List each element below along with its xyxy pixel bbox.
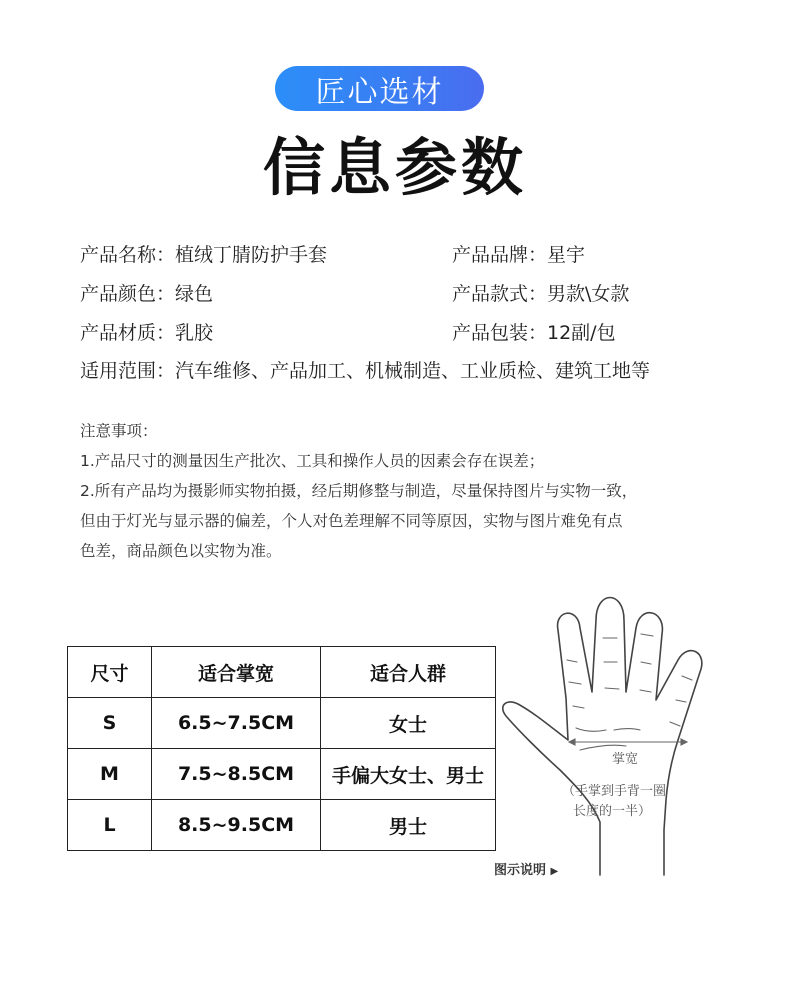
table-row	[68, 800, 496, 851]
spec-package: 产品包装：12副/包	[452, 322, 616, 344]
play-triangle-icon: ▶	[550, 866, 559, 877]
page-title: 信息参数	[262, 131, 527, 204]
notes-line: 色差，商品颜色以实物为准。	[80, 542, 282, 560]
cell-palm-width: 7.5~8.5CM	[152, 749, 321, 800]
table-header-row	[68, 647, 496, 698]
cell-size: L	[68, 800, 152, 851]
notes-heading: 注意事项：	[80, 422, 158, 440]
header-suitable-for: 适合人群	[321, 647, 496, 698]
hand-outline	[503, 598, 702, 876]
notes-line: 但由于灯光与显示器的偏差，个人对色差理解不同等原因，实物与图片难免有点	[80, 512, 623, 530]
palm-width-label: 掌宽	[612, 752, 639, 767]
cell-palm-width: 8.5~9.5CM	[152, 800, 321, 851]
palm-width-note: 长度的一半）	[573, 804, 652, 819]
notes-section	[80, 416, 700, 566]
palm-width-note: （手掌到手背一圈	[562, 784, 667, 799]
cell-suitable-for: 女士	[321, 698, 496, 749]
cell-size: S	[68, 698, 152, 749]
spec-material: 产品材质：乳胶	[80, 322, 214, 344]
cell-size: M	[68, 749, 152, 800]
spec-color: 产品颜色：绿色	[80, 283, 214, 305]
hand-measure-illustration	[496, 590, 790, 880]
header-palm-width: 适合掌宽	[152, 647, 321, 698]
spec-scope: 适用范围：汽车维修、产品加工、机械制造、工业质检、建筑工地等	[80, 360, 651, 382]
size-table	[67, 646, 496, 851]
section-badge: 匠心选材	[275, 66, 484, 111]
table-row	[68, 749, 496, 800]
spec-brand: 产品品牌：星宇	[452, 244, 586, 266]
caption-text: 图示说明	[494, 863, 547, 878]
spec-style: 产品款式：男款\女款	[452, 283, 630, 305]
notes-line: 2.所有产品均为摄影师实物拍摄，经后期修整与制造，尽量保持图片与实物一致，	[80, 482, 638, 500]
cell-suitable-for: 男士	[321, 800, 496, 851]
header-size: 尺寸	[68, 647, 152, 698]
spec-product-name: 产品名称：植绒丁腈防护手套	[80, 244, 328, 266]
diagram-caption	[494, 859, 558, 878]
cell-palm-width: 6.5~7.5CM	[152, 698, 321, 749]
notes-line: 1.产品尺寸的测量因生产批次、工具和操作人员的因素会存在误差；	[80, 452, 545, 470]
cell-suitable-for: 手偏大女士、男士	[321, 749, 496, 800]
table-row	[68, 698, 496, 749]
